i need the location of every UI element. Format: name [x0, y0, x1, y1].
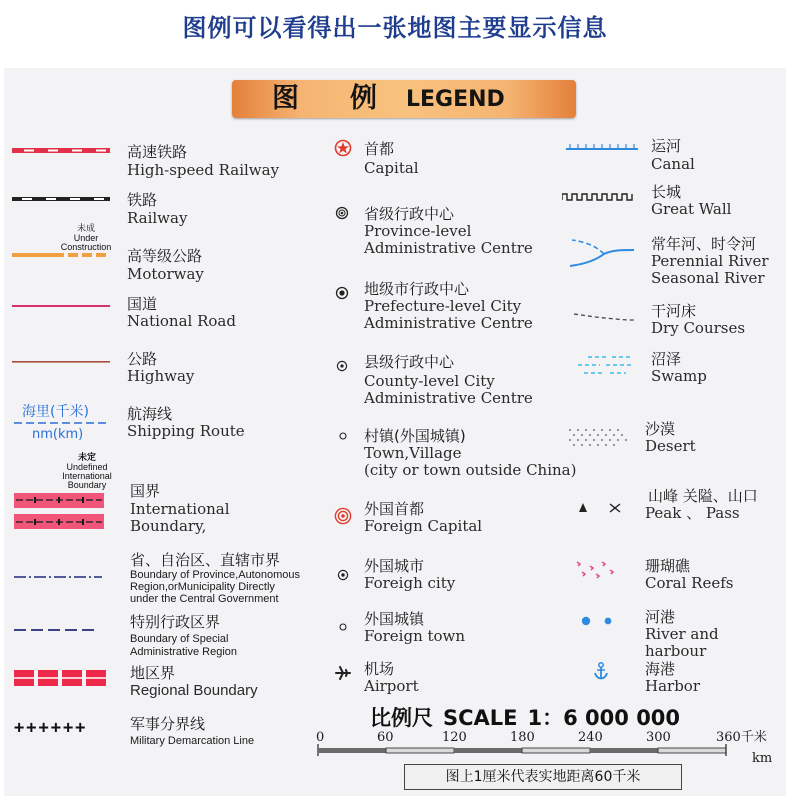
- desert-cn: 沙漠: [645, 420, 676, 438]
- shipping-route-en: Shipping Route: [127, 422, 245, 440]
- special-region-en2: Administrative Region: [130, 646, 237, 658]
- undefined-tag-en3: Boundary: [67, 480, 107, 490]
- town-en2: (city or town outside China): [364, 461, 577, 479]
- desert-en: Desert: [645, 437, 696, 455]
- airport-en: Airport: [364, 677, 419, 695]
- motorway-en: Motorway: [127, 265, 204, 283]
- banner-en: LEGEND: [406, 87, 505, 112]
- canal-cn: 运河: [651, 137, 682, 155]
- swamp-icon: [574, 354, 636, 376]
- under-construction-tag-en2: Construction: [60, 242, 112, 252]
- railway-cn: 铁路: [127, 191, 158, 209]
- military-line-cn: 军事分界线: [130, 715, 206, 733]
- province-centre-icon: [335, 206, 349, 220]
- scale-tick-0: 0: [316, 730, 325, 745]
- province-boundary-cn: 省、自治区、直辖市界: [130, 551, 281, 569]
- canal-icon: [566, 141, 638, 151]
- county-centre-en2: Administrative Centre: [364, 389, 533, 407]
- high-speed-railway-en: High-speed Railway: [127, 161, 280, 179]
- province-centre-en1: Province-level: [364, 222, 472, 240]
- river-en2: Seasonal River: [651, 269, 765, 287]
- military-line-icon: ++++++: [14, 718, 88, 738]
- highway-en: Highway: [127, 367, 195, 385]
- river-icon: [566, 236, 636, 270]
- province-centre-cn: 省级行政中心: [364, 205, 455, 223]
- province-boundary-en1: Boundary of Province,Autonomous: [130, 569, 300, 581]
- harbor-anchor-icon: [592, 661, 610, 681]
- international-boundary-cn: 国界: [130, 482, 161, 500]
- dry-course-icon: [572, 310, 636, 322]
- highway-icon: [12, 360, 110, 364]
- dry-course-en: Dry Courses: [651, 319, 746, 337]
- regional-boundary-icon: [14, 670, 110, 686]
- undefined-tag-cn: 未定: [77, 452, 96, 462]
- undefined-tag-en1: Undefined: [66, 462, 108, 472]
- river-cn: 常年河、时令河: [651, 235, 757, 253]
- province-boundary-icon: [14, 574, 102, 580]
- railway-en: Railway: [127, 209, 188, 227]
- scale-tick-300: 300: [646, 730, 671, 745]
- coral-reef-en: Coral Reefs: [645, 574, 734, 592]
- shipping-mark-bottom: nm(km): [32, 427, 84, 442]
- county-centre-cn: 县级行政中心: [364, 353, 455, 371]
- county-centre-icon: [336, 360, 348, 372]
- peak-pass-icon: [576, 500, 626, 516]
- national-road-icon: [12, 304, 110, 308]
- prefecture-centre-icon: [335, 286, 349, 300]
- river-harbour-en2: harbour: [645, 642, 707, 660]
- harbor-en: Harbor: [645, 677, 700, 695]
- desert-icon: [566, 426, 630, 450]
- scale-title-en: SCALE: [443, 706, 518, 730]
- foreign-city-icon: [337, 569, 349, 581]
- great-wall-cn: 长城: [651, 183, 682, 201]
- swamp-cn: 沼泽: [651, 350, 682, 368]
- peak-pass-en: Peak 、 Pass: [645, 504, 740, 522]
- motorway-icon: [12, 252, 112, 258]
- regional-boundary-cn: 地区界: [130, 664, 176, 682]
- under-construction-tag-cn: 未成: [76, 223, 95, 233]
- prefecture-centre-en1: Prefecture-level City: [364, 297, 522, 315]
- foreign-capital-en: Foreign Capital: [364, 517, 483, 535]
- canal-en: Canal: [651, 155, 695, 173]
- town-en1: Town,Village: [364, 444, 462, 462]
- province-boundary-en3: under the Central Government: [130, 593, 279, 605]
- capital-star-icon: [334, 139, 352, 157]
- great-wall-en: Great Wall: [651, 200, 732, 218]
- swamp-en: Swamp: [651, 367, 707, 385]
- scale-title-cn: 比例尺: [370, 706, 433, 730]
- page-title: 图例可以看得出一张地图主要显示信息: [182, 14, 608, 42]
- banner-cn-b: 例: [350, 83, 377, 114]
- scale-tick-360: 360千米: [716, 730, 767, 745]
- national-road-cn: 国道: [127, 295, 158, 313]
- dry-course-cn: 干河床: [651, 302, 697, 320]
- scale-tick-120: 120: [442, 730, 467, 745]
- province-boundary-en2: Region,orMunicipality Directly: [130, 581, 275, 593]
- scale-ratio: 1：6 000 000: [527, 706, 681, 730]
- foreign-capital-cn: 外国首都: [364, 500, 425, 518]
- harbor-cn: 海港: [645, 660, 676, 678]
- great-wall-icon: [562, 190, 634, 202]
- river-harbour-en1: River and: [645, 625, 719, 643]
- shipping-route-cn: 航海线: [127, 405, 173, 423]
- scale-tick-60: 60: [377, 730, 394, 745]
- airport-cn: 机场: [364, 660, 395, 678]
- foreign-city-cn: 外国城市: [364, 557, 425, 575]
- banner-cn-a: 图: [272, 83, 299, 114]
- prefecture-centre-en2: Administrative Centre: [364, 314, 533, 332]
- special-region-cn: 特别行政区界: [130, 613, 221, 631]
- town-circle-icon: [338, 431, 348, 441]
- town-cn: 村镇(外国城镇): [364, 427, 466, 445]
- foreign-city-en: Foreigh city: [364, 574, 456, 592]
- coral-reef-cn: 珊瑚礁: [645, 557, 691, 575]
- capital-en: Capital: [364, 159, 419, 177]
- foreign-capital-icon: [334, 507, 352, 525]
- county-centre-en1: County-level City: [364, 372, 495, 390]
- railway-icon: [12, 195, 110, 203]
- foreign-town-en: Foreign town: [364, 627, 466, 645]
- peak-pass-cn: 山峰 关隘、山口: [648, 487, 758, 505]
- scale-tick-180: 180: [510, 730, 535, 745]
- special-region-boundary-icon: [14, 627, 98, 633]
- foreign-town-cn: 外国城镇: [364, 610, 425, 628]
- scale-note: 图上1厘米代表实地距离60千米: [404, 764, 682, 790]
- international-boundary-en2: Boundary,: [130, 517, 207, 535]
- international-boundary-icon: [14, 493, 104, 531]
- river-en1: Perennial River: [651, 252, 769, 270]
- capital-cn: 首都: [364, 140, 395, 158]
- legend-banner: [232, 80, 576, 118]
- scale-unit: km: [752, 751, 773, 766]
- scale-tick-240: 240: [578, 730, 603, 745]
- river-harbour-icon: [578, 614, 618, 628]
- international-boundary-en1: International: [130, 500, 230, 518]
- motorway-cn: 高等级公路: [127, 247, 203, 265]
- regional-boundary-en: Regional Boundary: [130, 682, 258, 699]
- high-speed-railway-cn: 高速铁路: [127, 143, 188, 161]
- airport-icon: [334, 664, 352, 682]
- prefecture-centre-cn: 地级市行政中心: [364, 280, 470, 298]
- undefined-tag-en2: International: [62, 471, 112, 481]
- province-centre-en2: Administrative Centre: [364, 239, 533, 257]
- national-road-en: National Road: [127, 312, 236, 330]
- highway-cn: 公路: [127, 350, 158, 368]
- under-construction-tag-en1: Under: [73, 233, 99, 243]
- high-speed-railway-icon: [12, 146, 110, 156]
- river-harbour-cn: 河港: [645, 608, 676, 626]
- foreign-town-icon: [338, 622, 348, 632]
- military-line-en: Military Demarcation Line: [130, 735, 255, 747]
- coral-reef-icon: [574, 558, 618, 580]
- special-region-en1: Boundary of Special: [130, 633, 229, 645]
- shipping-mark-top: 海里(千米): [22, 404, 89, 420]
